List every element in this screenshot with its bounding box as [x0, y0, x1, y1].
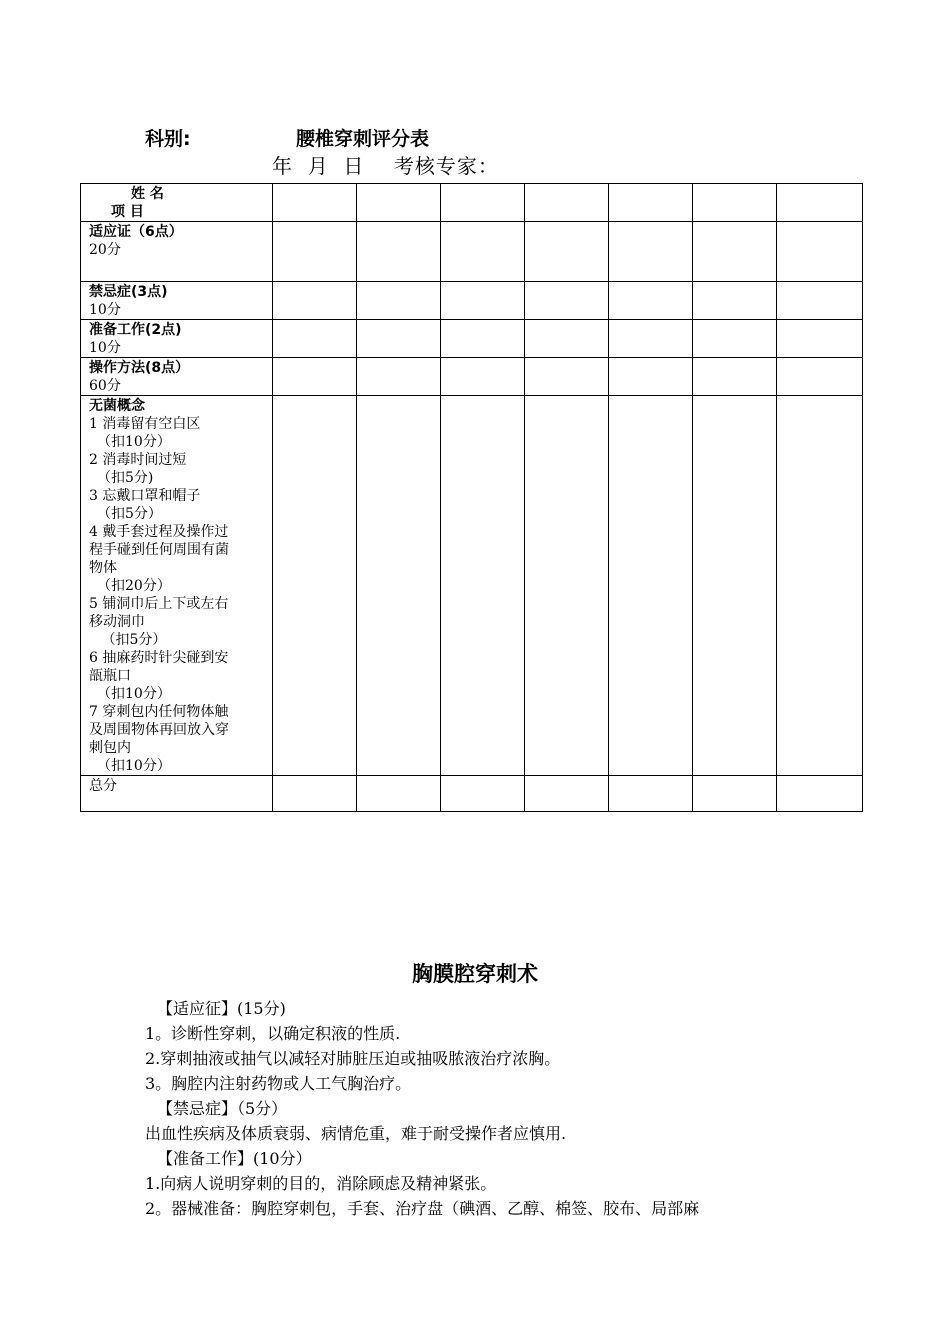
aseptic-line: 移动洞巾 — [89, 614, 145, 630]
aseptic-label: 无菌概念 — [89, 398, 145, 414]
score-cell[interactable] — [777, 222, 863, 282]
aseptic-line: （扣5分） — [97, 632, 167, 648]
score-cell[interactable] — [693, 222, 777, 282]
paragraph: 2.穿刺抽液或抽气以减轻对肺脏压迫或抽吸脓液治疗浓胸。 — [145, 1049, 561, 1068]
score-cell[interactable] — [441, 396, 525, 776]
row-label-cell — [81, 282, 273, 320]
aseptic-line: （扣10分） — [97, 434, 171, 450]
score-cell[interactable] — [609, 358, 693, 396]
row-score: 10分 — [89, 340, 121, 356]
score-cell[interactable] — [273, 320, 357, 358]
score-cell[interactable] — [273, 358, 357, 396]
aseptic-label-cell — [81, 396, 273, 776]
paragraph: 1.向病人说明穿刺的目的，消除顾虑及精神紧张。 — [145, 1174, 497, 1193]
header-cell-name-item — [81, 184, 273, 222]
score-cell[interactable] — [357, 776, 441, 812]
aseptic-line: 2 消毒时间过短 — [89, 452, 187, 468]
scoring-table — [80, 183, 863, 812]
score-cell[interactable] — [609, 184, 693, 222]
section-body — [145, 996, 845, 1221]
score-cell[interactable] — [693, 282, 777, 320]
score-cell[interactable] — [693, 320, 777, 358]
table-row — [81, 320, 863, 358]
score-cell[interactable] — [693, 184, 777, 222]
aseptic-line: 及周围物体再回放入穿 — [89, 722, 229, 738]
aseptic-line: 7 穿刺包内任何物体触 — [89, 704, 229, 720]
paragraph: 【禁忌症】（5分） — [157, 1099, 288, 1118]
paragraph: 【准备工作】(10分） — [157, 1149, 312, 1168]
aseptic-line: 瓿瓶口 — [89, 668, 131, 684]
score-cell[interactable] — [609, 282, 693, 320]
aseptic-line: （扣10分） — [97, 686, 171, 702]
paragraph: 出血性疾病及体质衰弱、病情危重，难于耐受操作者应慎用. — [145, 1124, 567, 1143]
row-score: 10分 — [89, 302, 121, 318]
score-cell[interactable] — [273, 776, 357, 812]
score-cell[interactable] — [609, 396, 693, 776]
score-cell[interactable] — [273, 396, 357, 776]
score-cell[interactable] — [357, 320, 441, 358]
row-label: 适应证（6点） — [89, 224, 183, 240]
table-row — [81, 222, 863, 282]
score-cell[interactable] — [441, 282, 525, 320]
row-label-cell — [81, 320, 273, 358]
aseptic-line: （扣5分） — [97, 506, 162, 522]
row-label-cell — [81, 358, 273, 396]
aseptic-line: （扣20分） — [97, 578, 171, 594]
table-row — [81, 358, 863, 396]
row-label: 操作方法(8点） — [89, 360, 190, 376]
aseptic-line: 1 消毒留有空白区 — [89, 416, 201, 432]
row-label-cell — [81, 222, 273, 282]
score-cell[interactable] — [525, 282, 609, 320]
date-examiner-line: 年 月 日 考核专家： — [272, 154, 499, 178]
score-cell[interactable] — [357, 222, 441, 282]
aseptic-line: 6 抽麻药时针尖碰到安 — [89, 650, 229, 666]
score-cell[interactable] — [525, 320, 609, 358]
aseptic-line: （扣5分) — [97, 470, 154, 486]
table-row-total — [81, 776, 863, 812]
score-cell[interactable] — [441, 776, 525, 812]
header-item-label: 项 目 — [111, 204, 144, 220]
score-cell[interactable] — [777, 184, 863, 222]
department-label: 科别: — [145, 128, 191, 150]
score-cell[interactable] — [441, 320, 525, 358]
paragraph: 【适应征】(15分) — [157, 999, 286, 1018]
aseptic-line: 刺包内 — [89, 740, 131, 756]
table-header-row — [81, 184, 863, 222]
aseptic-line: 5 铺洞巾后上下或左右 — [89, 596, 229, 612]
score-cell[interactable] — [525, 776, 609, 812]
score-cell[interactable] — [777, 776, 863, 812]
score-cell[interactable] — [609, 320, 693, 358]
score-cell[interactable] — [441, 184, 525, 222]
score-cell[interactable] — [693, 396, 777, 776]
score-cell[interactable] — [525, 358, 609, 396]
row-score: 60分 — [89, 378, 121, 394]
aseptic-line: 程手碰到任何周围有菌 — [89, 542, 229, 558]
row-score: 20分 — [89, 242, 121, 258]
aseptic-line: 物体 — [89, 560, 117, 576]
score-cell[interactable] — [357, 358, 441, 396]
score-cell[interactable] — [525, 396, 609, 776]
total-label-cell — [81, 776, 273, 812]
aseptic-line: 3 忘戴口罩和帽子 — [89, 488, 201, 504]
row-label: 禁忌症(3点) — [89, 284, 168, 300]
score-cell[interactable] — [777, 282, 863, 320]
total-label: 总分 — [89, 778, 117, 794]
header-name-label: 姓 名 — [131, 186, 164, 202]
score-cell[interactable] — [441, 222, 525, 282]
score-cell[interactable] — [777, 320, 863, 358]
score-cell[interactable] — [693, 776, 777, 812]
section-title: 胸膜腔穿刺术 — [412, 962, 538, 986]
score-cell[interactable] — [441, 358, 525, 396]
score-cell[interactable] — [525, 184, 609, 222]
paragraph: 3。胸腔内注射药物或人工气胸治疗。 — [145, 1074, 412, 1093]
score-cell[interactable] — [273, 184, 357, 222]
paragraph: 2。器械准备：胸腔穿刺包，手套、治疗盘（碘酒、乙醇、棉签、胶布、局部麻 — [145, 1199, 700, 1218]
score-cell[interactable] — [525, 222, 609, 282]
score-cell[interactable] — [777, 396, 863, 776]
score-cell[interactable] — [693, 358, 777, 396]
score-cell[interactable] — [609, 776, 693, 812]
paragraph: 1。诊断性穿刺，以确定积液的性质. — [145, 1024, 401, 1043]
table-row — [81, 282, 863, 320]
score-cell[interactable] — [357, 282, 441, 320]
score-cell[interactable] — [777, 358, 863, 396]
score-cell[interactable] — [273, 282, 357, 320]
aseptic-line: （扣10分） — [97, 758, 171, 774]
score-cell[interactable] — [357, 184, 441, 222]
table-row-aseptic — [81, 396, 863, 776]
score-cell[interactable] — [357, 396, 441, 776]
score-cell[interactable] — [273, 222, 357, 282]
form-title: 腰椎穿刺评分表 — [296, 128, 430, 150]
row-label: 准备工作(2点) — [89, 322, 182, 338]
aseptic-line: 4 戴手套过程及操作过 — [89, 524, 229, 540]
score-cell[interactable] — [609, 222, 693, 282]
